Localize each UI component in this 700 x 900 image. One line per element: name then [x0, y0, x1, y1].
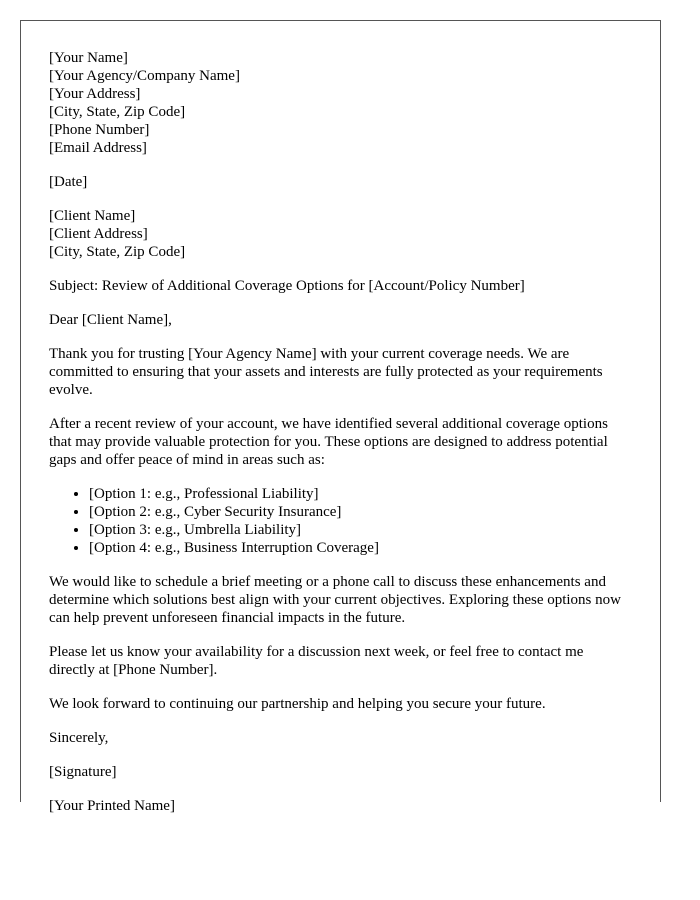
closing: Sincerely,	[49, 730, 109, 746]
recipient-block	[49, 207, 629, 261]
subject-line: Subject: Review of Additional Coverage Options for [Account/Policy Number]	[49, 278, 525, 294]
list-item: • [Option 4: e.g., Business Interruption Coverage]	[89, 539, 629, 557]
date-block	[49, 173, 629, 191]
paragraph-intro: Thank you for trusting [Your Agency Name] with your current coverage needs. We are committed to ensuring that your assets and interests are fully protected as your requirements evolve.	[49, 346, 603, 398]
sender-city-state-zip: [City, State, Zip Code]	[49, 104, 186, 120]
letter-date: [Date]	[49, 174, 88, 190]
salutation: Dear [Client Name],	[49, 312, 172, 328]
sender-phone: [Phone Number]	[49, 122, 150, 138]
paragraph-meeting: We would like to schedule a brief meeting or a phone call to discuss these enhancements and determine which solutions best align with your current objectives. Exploring these options now can help prevent unforeseen financial impacts in the future.	[49, 574, 621, 626]
printed-name: [Your Printed Name]	[49, 798, 175, 814]
recipient-name: [Client Name]	[49, 208, 136, 224]
sender-company: [Your Agency/Company Name]	[49, 68, 240, 84]
list-item: • [Option 3: e.g., Umbrella Liability]	[89, 521, 629, 539]
list-item: • [Option 2: e.g., Cyber Security Insurance]	[89, 503, 629, 521]
recipient-city-state-zip: [City, State, Zip Code]	[49, 244, 186, 260]
paragraph-availability: Please let us know your availability for a discussion next week, or feel free to contact me directly at [Phone Number].	[49, 644, 584, 678]
sender-name: [Your Name]	[49, 50, 128, 66]
letter-body	[49, 49, 629, 831]
sender-block	[49, 49, 629, 157]
sender-address: [Your Address]	[49, 86, 141, 102]
paragraph-closing-remark: We look forward to continuing our partnership and helping you secure your future.	[49, 696, 546, 712]
letter-page	[20, 20, 661, 814]
sender-email: [Email Address]	[49, 140, 147, 156]
recipient-address: [Client Address]	[49, 226, 148, 242]
signature: [Signature]	[49, 764, 117, 780]
coverage-options-list	[49, 485, 629, 557]
paragraph-review: After a recent review of your account, we have identified several additional coverage options that may provide valuable protection for you. These options are designed to address potential gaps and offer peace of mind in areas such as:	[49, 416, 608, 468]
list-item: • [Option 1: e.g., Professional Liability]	[89, 485, 629, 503]
